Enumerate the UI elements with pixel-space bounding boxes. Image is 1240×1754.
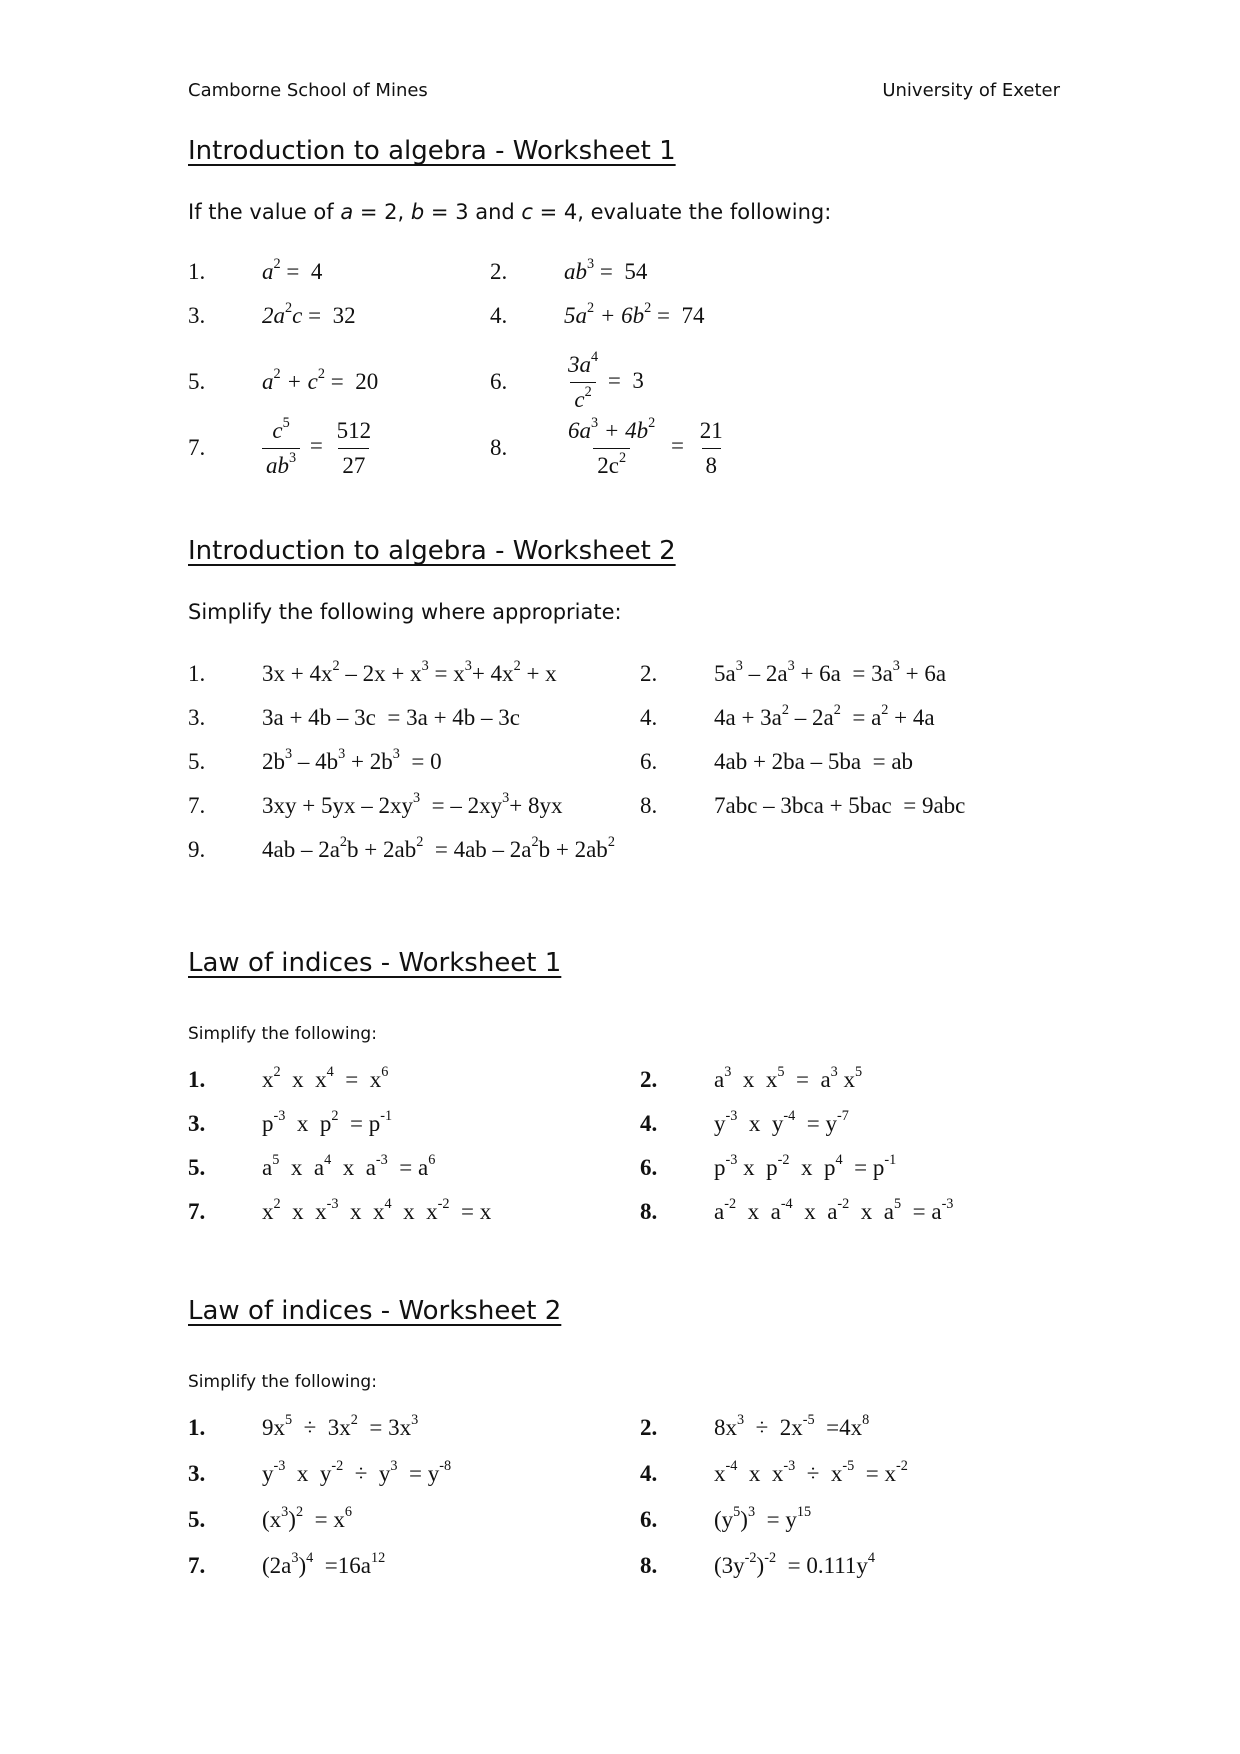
list-item (188, 1184, 491, 1240)
item-number: 5. (188, 1507, 206, 1532)
expression: $9x^5 \div 3x^2 = 3x^3$ (262, 1411, 419, 1440)
expression: $a^5$ x $a^4$ x $a^{-3} = a^6$ (262, 1151, 436, 1180)
instruction-alg2: Simplify the following where appropriate: (188, 600, 622, 624)
item-number: 4. (640, 705, 658, 730)
list-item: 5. $a^2 + c^2 = 20$ (188, 365, 379, 394)
item-number: 7. (188, 793, 206, 818)
instruction-alg1: If the value of a = 2, b = 3 and c = 4, evaluate the following: (188, 200, 832, 224)
list-item (640, 1538, 875, 1594)
expression: 4ab + 2ba – 5ba = ab (714, 749, 914, 774)
list-item (640, 778, 965, 834)
item-number: 8. (640, 793, 658, 818)
list-item (640, 1184, 953, 1240)
expression: $(y^5)^3 = y^{15}$ (714, 1503, 812, 1532)
expression: $(2a^3)^4 =16a^{12}$ (262, 1549, 386, 1578)
section-title-alg1: Introduction to algebra - Worksheet 1 (188, 136, 676, 166)
expression: $a^2 = 4$ (262, 255, 323, 284)
expression: $4ab - 2a^2b + 2ab^2 = 4ab - 2a^2b + 2ab^2$ (262, 833, 615, 862)
expression: $x^2$ x $x^{-3}$ x $x^4$ x $x^{-2} = x$ (262, 1195, 492, 1224)
fraction-expression: $\frac{6a^3 + 4b^2}{2c^2}$ = $\frac{21}{8}$ (568, 414, 723, 478)
expression: $3x + 4x^2 - 2x + x^3 = x^3+ 4x^2 + x$ (262, 657, 557, 686)
list-item: 7. $\frac{c^5}{ab^3}$ = $\frac{512}{27}$ (188, 420, 375, 476)
expression: 7abc – 3bca + 5bac = 9abc (714, 793, 966, 818)
list-item (188, 1538, 385, 1594)
expression: $5a^3 - 2a^3 + 6a = 3a^3 + 6a$ (714, 657, 947, 686)
item-number: 3. (188, 705, 206, 730)
item-number: 1. (188, 661, 206, 686)
item-number: 6. (640, 1507, 658, 1532)
expression: $4a + 3a^2 - 2a^2 = a^2 + 4a$ (714, 701, 935, 730)
expression: $(x^3)^2 = x^6$ (262, 1503, 352, 1532)
item-number: 4. (640, 1111, 658, 1136)
section-title-ind1: Law of indices - Worksheet 1 (188, 948, 562, 978)
list-item: 6. $\frac{3a^4}{c^2}$ = 3 (490, 348, 644, 412)
instruction-ind1: Simplify the following: (188, 1024, 377, 1044)
item-number: 8. (640, 1553, 658, 1578)
expression: $5a^2 + 6b^2 = 74$ (564, 299, 705, 328)
item-number: 5. (188, 749, 206, 774)
item-number: 7. (188, 1553, 206, 1578)
list-item: 3. $2a^2c = 32$ (188, 299, 356, 328)
item-number: 2. (640, 661, 658, 686)
expression: $a^{-2}$ x $a^{-4}$ x $a^{-2}$ x $a^5 = a^{-3}$ (714, 1195, 954, 1224)
expression: $ab^3 = 54$ (564, 255, 648, 284)
fraction-expression: $\frac{c^5}{ab^3}$ = $\frac{512}{27}$ (262, 418, 375, 479)
item-number: 6. (640, 749, 658, 774)
section-title-ind2: Law of indices - Worksheet 2 (188, 1296, 562, 1326)
expression: $2a^2c = 32$ (262, 299, 356, 328)
item-number: 3. (188, 1461, 206, 1486)
item-number: 1. (188, 1067, 206, 1092)
item-number: 4. (640, 1461, 658, 1486)
expression: $x^{-4}$ x $x^{-3} \div x^{-5} = x^{-2}$ (714, 1457, 908, 1486)
header-right: University of Exeter (882, 80, 1060, 101)
item-number: 1. (188, 1415, 206, 1440)
expression: $(3y^{-2})^{-2} = 0.111y^4$ (714, 1549, 875, 1578)
expression: 3a + 4b – 3c = 3a + 4b – 3c (262, 705, 520, 730)
list-item: 2. $ab^3 = 54$ (490, 255, 648, 284)
section-title-alg2: Introduction to algebra - Worksheet 2 (188, 536, 676, 566)
fraction-expression: $\frac{3a^4}{c^2}$ = 3 (568, 348, 644, 412)
item-number: 5. (188, 1155, 206, 1180)
expression: $8x^3 \div 2x^{-5} =4x^8$ (714, 1411, 870, 1440)
item-number: 6. (640, 1155, 658, 1180)
header-left: Camborne School of Mines (188, 80, 428, 101)
instruction-ind2: Simplify the following: (188, 1372, 377, 1392)
expression: $y^{-3}$ x $y^{-2} \div y^3 = y^{-8}$ (262, 1457, 452, 1486)
item-number: 9. (188, 837, 206, 862)
item-number: 7. (188, 1199, 206, 1224)
expression: $a^2 + c^2 = 20$ (262, 365, 379, 394)
item-number: 3. (188, 1111, 206, 1136)
expression: $2b^3 - 4b^3 + 2b^3 = 0$ (262, 745, 442, 774)
expression: $3xy + 5yx - 2xy^3$ = – $2xy^3+ 8yx$ (262, 789, 563, 818)
expression: $p^{-3}$ x $p^2 = p^{-1}$ (262, 1107, 393, 1136)
list-item (188, 822, 615, 878)
expression: $x^2$ x $x^4 = x^6$ (262, 1063, 389, 1092)
item-number: 2. (640, 1067, 658, 1092)
expression: $p^{-3}$ x $p^{-2}$ x $p^4 = p^{-1}$ (714, 1151, 897, 1180)
list-item: 4. $5a^2 + 6b^2 = 74$ (490, 299, 705, 328)
list-item: 1. $a^2 = 4$ (188, 255, 323, 284)
expression: $a^3$ x $x^5 = a^3$ $x^5$ (714, 1063, 863, 1092)
item-number: 8. (640, 1199, 658, 1224)
expression: $y^{-3}$ x $y^{-4} = y^{-7}$ (714, 1107, 849, 1136)
list-item: 8. $\frac{6a^3 + 4b^2}{2c^2}$ = $\frac{21}{8}$ (490, 420, 727, 476)
item-number: 2. (640, 1415, 658, 1440)
